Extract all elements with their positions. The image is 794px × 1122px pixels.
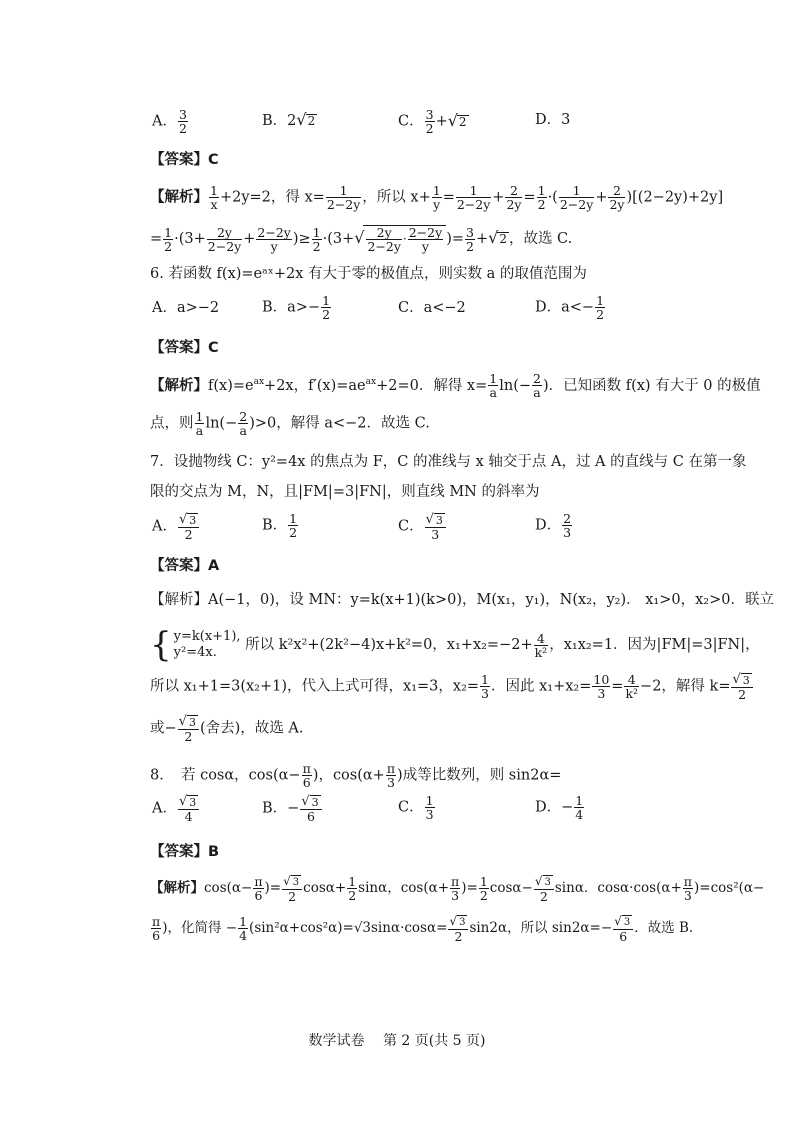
q8-answer: 【答案】B [150, 844, 220, 860]
q7-option-c: C． $\frac{√ 3}{3}$ [398, 512, 447, 541]
page-footer: 数学试卷 第 2 页(共 5 页) [308, 1033, 486, 1049]
q6-stem: 6. 若函数 f(x)=eᵃˣ+2x 有大于零的极值点，则实数 a 的取值范围为 [150, 266, 587, 282]
q5-option-a: A． $\frac{3}{2}$ [152, 107, 187, 136]
q7-stem-line-1: 7．设抛物线 C：y²=4x 的焦点为 F，C 的准线与 x 轴交于点 A，过 A 的直线与 C 在第一象 [150, 454, 747, 470]
q5-option-c: C． $\frac{3}{2}$ +√2 [398, 107, 467, 136]
q7-option-a: A． $\frac{√ 3}{2}$ [152, 512, 200, 541]
q6-analysis-line-2: 点，则 $\frac{1}{a}$ ln(− $\frac{2}{a}$ )>0，解得 a<−2．故选 C. [150, 409, 430, 438]
q8-option-a: A． $\frac{√ 3}{4}$ [152, 794, 200, 823]
q8-analysis-line-2: $\frac{\pi}{6}$ )，化简得 − $\frac{1}{4}$ (sin²α+cos²α)=√3sinα·cosα= $\frac{√ 3}{2}$ sin2α，所以 sin2α=− $\frac{√ 3}{6}$ ．故选 B. [152, 913, 694, 944]
q7-analysis-line-1: 【解析】A(−1，0)，设 MN：y=k(x+1)(k>0)，M(x₁，y₁)，N(x₂，y₂)． x₁>0，x₂>0．联立 [150, 592, 774, 608]
q5-option-b: B．2√2 [262, 110, 316, 129]
q5-answer: 【答案】C [150, 152, 219, 168]
q6-answer: 【答案】C [150, 340, 219, 356]
q5-option-d: D．3 [535, 112, 571, 128]
q5-analysis-line-1: 【解析】 $\frac{1}{x}$ +2y=2，得 x= $\frac{1}{2-2y}$ ，所以 x+ $\frac{1}{y}$ = $\frac{1}{2-2y}$ + $\frac{2}{2y}$ = $\frac{1}{2}$ ·( $\frac{1}{2-2y}$ + $\frac{2}{2y}$ )[(2−2y)+2y] [150, 183, 724, 212]
q6-option-a: A．a>−2 [152, 300, 220, 316]
q6-option-b: B．a>− $\frac{1}{2}$ [262, 293, 331, 322]
q7-answer: 【答案】A [150, 558, 220, 574]
q6-analysis-line-1: 【解析】$f(x)=e^{ax}+2x$，$f'(x)=ae^{ax}+2=0$．解得 x= $\frac{1}{a}$ ln(− $\frac{2}{a}$ )．已知函数 f(x) 有大于 0 的极值 [150, 371, 761, 401]
q6-option-c: C．a<−2 [398, 300, 466, 316]
q7-stem-line-2: 限的交点为 M，N，且|FM|=3|FN|，则直线 MN 的斜率为 [150, 484, 540, 500]
q8-stem: 8． 若 cosα，cos(α− $\frac{\pi}{6}$ )，cos(α+ $\frac{\pi}{3}$ )成等比数列，则 sin2α= [150, 761, 562, 790]
q5-analysis-line-2: = $\frac{1}{2}$ ·(3+ $\frac{2y}{2-2y}$ + $\frac{2-2y}{y}$ )≥ $\frac{1}{2}$ ·(3+√ $\frac{2y}{2-2y}$ · $\frac{2-2y}{y}$ )= $\frac{3}{2}$ +√2 ，故选 C. [150, 224, 573, 254]
q6-option-d: D．a<− $\frac{1}{2}$ [535, 293, 605, 322]
q7-option-b: B． $\frac{1}{2}$ [262, 511, 298, 540]
q8-option-d: D．− $\frac{1}{4}$ [535, 793, 584, 822]
q7-analysis-line-4: 或− $\frac{√ 3}{2}$ (舍去)，故选 A. [150, 714, 304, 744]
q8-option-c: C． $\frac{1}{3}$ [398, 793, 434, 822]
q8-analysis-line-1: 【解析】cos(α− $\frac{\pi}{6}$ )= $\frac{√ 3}{2}$ cosα+ $\frac{1}{2}$ sinα，cos(α+ $\frac{\pi}{3}$ )= $\frac{1}{2}$ cosα− $\frac{√ 3}{2}$ sinα．cosα·cos(α+ $\frac{\pi}{3}$ )=cos²(α− [150, 873, 765, 904]
q7-analysis-line-3: 所以 x₁+1=3(x₂+1)，代入上式可得，x₁=3，x₂= $\frac{1}{3}$ ．因此 x₁+x₂= $\frac{10}{3}$ = $\frac{4}{\text{k²}}$ −2，解得 k= $\frac{√ 3}{2}$ [150, 672, 754, 701]
q8-option-b: B．− $\frac{√ 3}{6}$ [262, 794, 323, 823]
q7-option-d: D． $\frac{2}{3}$ [535, 511, 572, 540]
q7-analysis-line-2: { y=k(x+1), y²=4x. 所以 k²x²+(2k²−4)x+k²=0，x₁+x₂=−2+ $\frac{4}{\text{k²}}$ ，x₁x₂=1．因为|FM|=3|FN|， [150, 625, 760, 665]
